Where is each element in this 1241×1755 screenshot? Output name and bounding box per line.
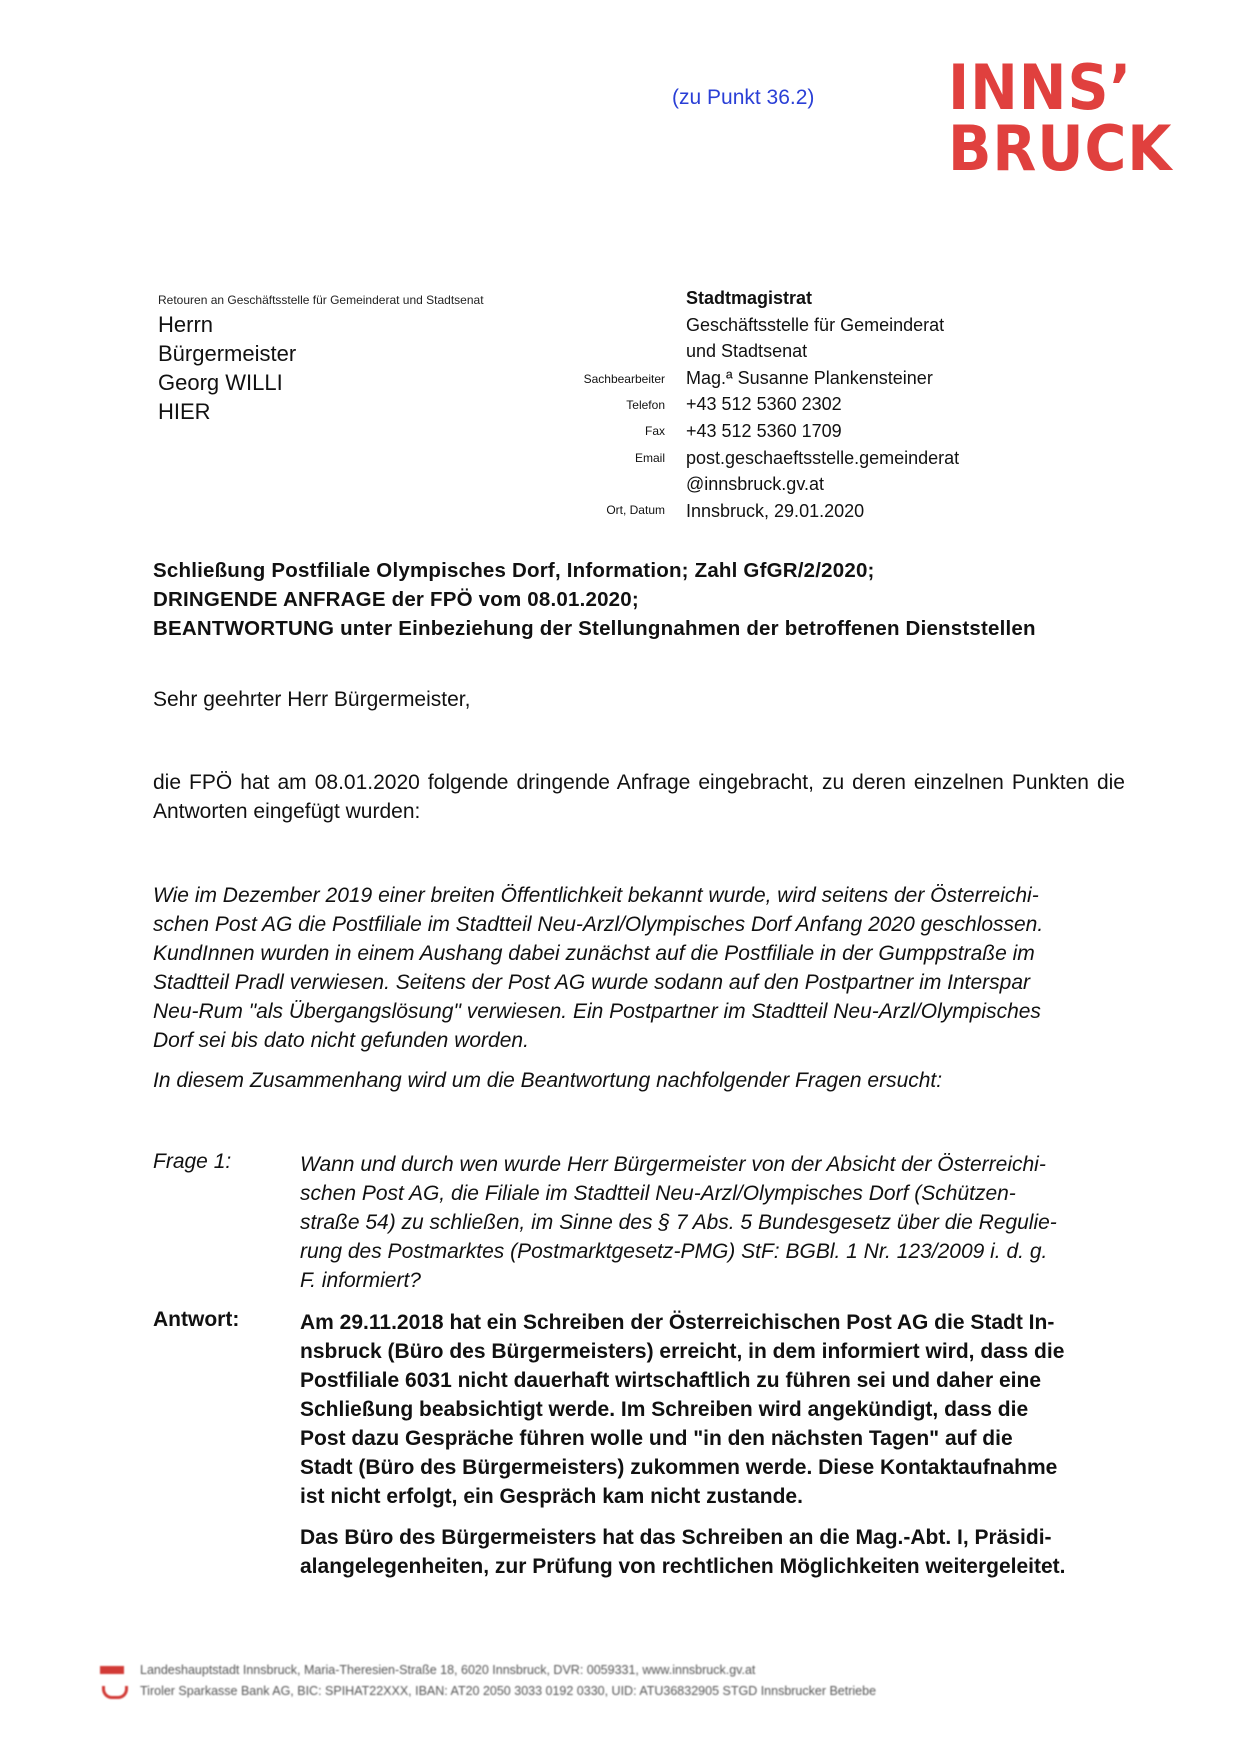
innsbruck-logo (948, 51, 1192, 185)
quote-line: schen Post AG die Postfiliale im Stadtteil Neu-Arzl/Olympisches Dorf Anfang 2020 geschlossen. (153, 913, 1044, 936)
date-label: Ort, Datum (606, 503, 665, 517)
return-address-line: Retouren an Geschäftsstelle für Gemeinderat und Stadtsenat (158, 293, 484, 307)
question-line: straße 54) zu schließen, im Sinne des § 7 Abs. 5 Bundesgesetz über die Regulie- (300, 1211, 1057, 1234)
footer-line: Tiroler Sparkasse Bank AG, BIC: SPIHAT22XXX, IBAN: AT20 2050 3033 0192 0330, UID: ATU36832905 STGD Innsbrucker Betriebe (140, 1684, 877, 1698)
answer-line: Postfiliale 6031 nicht dauerhaft wirtschaftlich zu führen sei und daher eine (300, 1369, 1041, 1392)
quote-line: Dorf sei bis dato nicht gefunden worden. (153, 1029, 529, 1052)
email-label: Email (634, 451, 665, 465)
answer-line: ist nicht erfolgt, ein Gespräch kam nicht zustande. (300, 1485, 803, 1508)
intro-paragraph: die FPÖ hat am 08.01.2020 folgende dringende Anfrage eingebracht, zu deren einzelnen Punkten die Antworten eingefügt wurden: (153, 771, 1125, 823)
footer-line: Landeshauptstadt Innsbruck, Maria-Theresien-Straße 18, 6020 Innsbruck, DVR: 0059331, www.innsbruck.gv.at (140, 1663, 756, 1677)
phone-number: +43 512 5360 2302 (686, 394, 842, 415)
logo-line-1: INNS’ (948, 51, 1133, 124)
office-department: Geschäftsstelle für Gemeinderat (686, 314, 945, 335)
question-text (300, 1150, 1132, 1295)
email-address: @innsbruck.gv.at (686, 474, 824, 495)
fax-number: +43 512 5360 1709 (686, 420, 842, 441)
city-emblem-icon (100, 1663, 126, 1679)
reference-note: (zu Punkt 36.2) (672, 86, 815, 109)
answer-line: alangelegenheiten, zur Prüfung von rechtlichen Möglichkeiten weitergeleitet. (300, 1555, 1066, 1578)
subject-line: Schließung Postfiliale Olympisches Dorf, Information; Zahl GfGR/2/2020; (153, 559, 875, 582)
office-details (686, 285, 959, 524)
office-title: Stadtmagistrat (686, 288, 813, 308)
quote-line: Wie im Dezember 2019 einer breiten Öffentlichkeit bekannt wurde, wird seitens der Österreichi- (153, 884, 1039, 907)
recipient-line: Herrn (158, 312, 214, 337)
clerk-name: Mag.ª Susanne Plankensteiner (686, 367, 933, 388)
recipient-line: HIER (158, 399, 211, 424)
clerk-label: Sachbearbeiter (583, 372, 665, 386)
quote-line: KundInnen wurden in einem Aushang dabei zunächst auf die Postfiliale in der Gumppstraße im (153, 942, 1035, 965)
subject-line: DRINGENDE ANFRAGE der FPÖ vom 08.01.2020; (153, 588, 639, 611)
fax-label: Fax (644, 424, 665, 438)
footer-row (100, 1681, 876, 1702)
question-label: Frage 1: (153, 1150, 232, 1173)
answer-line: Schließung beabsichtigt werde. Im Schreiben wird angekündigt, dass die (300, 1398, 1029, 1421)
subject-line: BEANTWORTUNG unter Einbeziehung der Stellungnahmen der betroffenen Dienststellen (153, 617, 1036, 640)
logo-line-2: BRUCK (948, 111, 1173, 185)
phone-label: Telefon (626, 398, 665, 412)
recipient-address (158, 310, 296, 426)
footer-row (100, 1660, 876, 1681)
salutation: Sehr geehrter Herr Bürgermeister, (153, 688, 471, 711)
answer-paragraph (300, 1523, 1132, 1581)
subject-heading (153, 556, 1036, 643)
place-date: Innsbruck, 29.01.2020 (686, 500, 865, 521)
answer-label: Antwort: (153, 1308, 240, 1331)
request-line: In diesem Zusammenhang wird um die Beantwortung nachfolgender Fragen ersucht: (153, 1069, 943, 1092)
recipient-line: Bürgermeister (158, 341, 297, 366)
answer-line: Post dazu Gespräche führen wolle und "in den nächsten Tagen" auf die (300, 1427, 1013, 1450)
footer (100, 1660, 876, 1702)
answer-line: Das Büro des Bürgermeisters hat das Schreiben an die Mag.-Abt. I, Präsidi- (300, 1526, 1052, 1549)
quote-line: Stadtteil Pradl verwiesen. Seitens der Post AG wurde sodann auf den Postpartner im Interspar (153, 971, 1031, 994)
question-line: Wann und durch wen wurde Herr Bürgermeister von der Absicht der Österreichi- (300, 1153, 1046, 1176)
quoted-inquiry (153, 881, 1125, 1055)
office-department: und Stadtsenat (686, 341, 808, 362)
answer-line: Am 29.11.2018 hat ein Schreiben der Österreichischen Post AG die Stadt In- (300, 1311, 1055, 1334)
answer-line: Stadt (Büro des Bürgermeisters) zukommen werde. Diese Kontaktaufnahme (300, 1456, 1058, 1479)
recipient-line: Georg WILLI (158, 370, 283, 395)
question-line: schen Post AG, die Filiale im Stadtteil Neu-Arzl/Olympisches Dorf (Schützen- (300, 1182, 1016, 1205)
quote-line: Neu-Rum "als Übergangslösung" verwiesen. Ein Postpartner im Stadtteil Neu-Arzl/Olympisches (153, 1000, 1041, 1023)
email-address: post.geschaeftsstelle.gemeinderat (686, 447, 960, 468)
question-line: rung des Postmarktes (Postmarktgesetz-PMG) StF: BGBl. 1 Nr. 123/2009 i. d. g. (300, 1240, 1048, 1263)
answer-text (300, 1308, 1132, 1593)
answer-line: nsbruck (Büro des Bürgermeisters) erreicht, in dem informiert wird, dass die (300, 1340, 1065, 1363)
city-emblem-icon (100, 1684, 126, 1700)
question-line: F. informiert? (300, 1269, 421, 1292)
answer-paragraph (300, 1308, 1132, 1511)
